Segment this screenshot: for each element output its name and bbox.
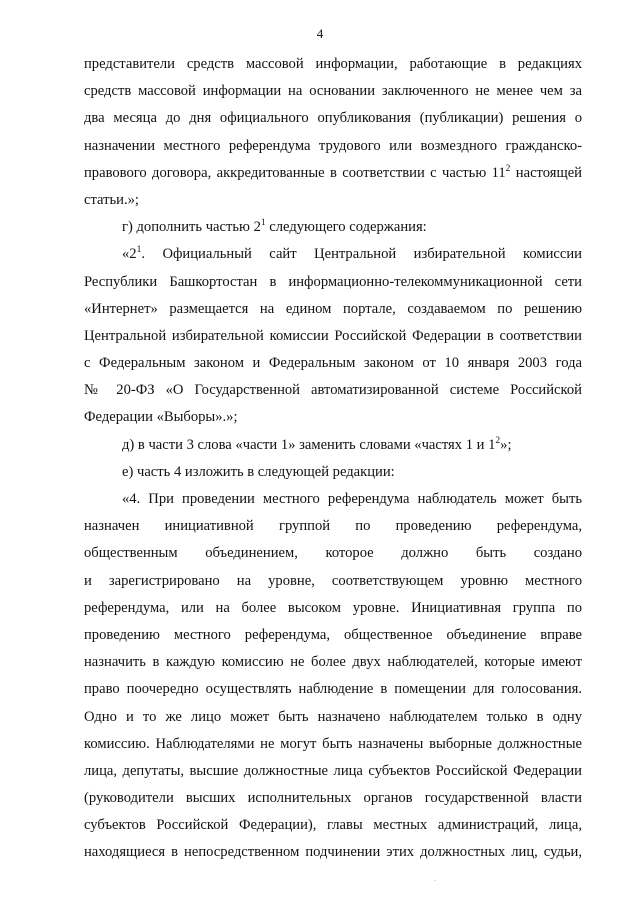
text-line xyxy=(84,622,582,649)
text-line xyxy=(84,731,582,758)
text-line-content: и зарегистрировано на уровне, соответствующем уровню местного xyxy=(84,572,582,589)
text-line xyxy=(84,785,582,812)
text-line xyxy=(84,187,582,214)
text-line-content: комиссию. Наблюдателями не могут быть назначены выборные должностные xyxy=(84,735,582,752)
text-line-content: (руководители высших исполнительных органов государственной власти xyxy=(84,790,582,807)
text-line xyxy=(84,51,582,78)
text-line-continuation: »; xyxy=(500,436,512,453)
text-line xyxy=(84,214,582,241)
text-line-content: № 20-ФЗ «О Государственной автоматизированной системе Российской xyxy=(84,382,582,399)
text-line xyxy=(84,540,582,567)
text-line xyxy=(84,241,582,268)
text-line xyxy=(84,459,582,486)
text-line-content: «2 xyxy=(122,246,137,263)
document-body xyxy=(84,51,582,867)
text-line xyxy=(84,432,582,459)
text-line-content: Центральной избирательной комиссии Российской Федерации в соответствии xyxy=(84,327,582,344)
text-line-content: г) дополнить частью 2 xyxy=(122,219,261,236)
text-line-content: право поочередно осуществлять наблюдение в помещении для голосования. xyxy=(84,681,582,698)
text-line-content: д) в части 3 слова «части 1» заменить словами «частях 1 и 1 xyxy=(122,436,496,453)
text-line xyxy=(84,296,582,323)
text-line-content: два месяца до дня официального опубликования (публикации) решения о xyxy=(84,110,582,127)
text-line xyxy=(84,649,582,676)
text-line xyxy=(84,513,582,540)
text-line-content: с Федеральным законом и Федеральным законом от 10 января 2003 года xyxy=(84,355,582,372)
superscript: 2 xyxy=(495,435,501,446)
text-line xyxy=(84,350,582,377)
text-line xyxy=(84,676,582,703)
text-line-content: назначении местного референдума трудового или возмездного гражданско- xyxy=(84,137,582,154)
text-line xyxy=(84,133,582,160)
text-line xyxy=(84,758,582,785)
text-line-content: е) часть 4 изложить в следующей редакции: xyxy=(122,463,395,480)
text-line-content: средств массовой информации на основании заключенного не менее чем за xyxy=(84,83,582,100)
text-line-content: Федерации «Выборы».»; xyxy=(84,409,238,426)
text-line-content: субъектов Российской Федерации), главы местных администраций, лица, xyxy=(84,817,582,834)
text-line xyxy=(84,839,582,866)
text-line-content: представители средств массовой информации, работающие в редакциях xyxy=(84,56,582,72)
text-line-content: Одно и то же лицо может быть назначено наблюдателем только в одну xyxy=(84,708,582,725)
text-line xyxy=(84,105,582,132)
text-line-content: лица, депутаты, высшие должностные лица субъектов Российской Федерации xyxy=(84,762,582,779)
text-line xyxy=(84,812,582,839)
text-line-content: референдума, или на более высоком уровне. Инициативная группа по xyxy=(84,599,582,616)
scan-mark: . xyxy=(434,874,436,883)
text-line xyxy=(84,704,582,731)
text-line xyxy=(84,404,582,431)
text-line-content: «4. При проведении местного референдума наблюдатель может быть xyxy=(122,491,582,507)
text-line-content: Республики Башкортостан в информационно-телекоммуникационной сети xyxy=(84,273,582,290)
text-line xyxy=(84,323,582,350)
text-line-continuation: следующего содержания: xyxy=(265,219,427,236)
text-line-content: назначить в каждую комиссию не более двух наблюдателей, которые имеют xyxy=(84,654,582,671)
page-number: 4 xyxy=(316,26,324,41)
text-line-content: проведению местного референдума, общественное объединение вправе xyxy=(84,626,582,643)
text-line-continuation: . Официальный сайт Центральной избирательной комиссии xyxy=(141,246,582,263)
superscript: 1 xyxy=(260,218,266,229)
text-line-content: общественным объединением, которое должно быть создано xyxy=(84,545,582,562)
superscript: 2 xyxy=(505,163,511,174)
text-line xyxy=(84,486,582,513)
text-line xyxy=(84,568,582,595)
text-line xyxy=(84,78,582,105)
superscript: 1 xyxy=(136,245,142,256)
text-line xyxy=(84,269,582,296)
text-line-content: правового договора, аккредитованные в соответствии с частью 11 xyxy=(84,164,506,181)
text-line xyxy=(84,377,582,404)
text-line-content: назначен инициативной группой по проведению референдума, xyxy=(84,518,582,535)
text-line-content: статьи.»; xyxy=(84,191,139,208)
text-line xyxy=(84,595,582,622)
text-line-content: находящиеся в непосредственном подчинении этих должностных лиц, судьи, xyxy=(84,844,582,861)
text-line-content: «Интернет» размещается на едином портале, создаваемом по решению xyxy=(84,300,582,317)
text-line xyxy=(84,160,582,187)
text-line-continuation: настоящей xyxy=(510,164,582,181)
